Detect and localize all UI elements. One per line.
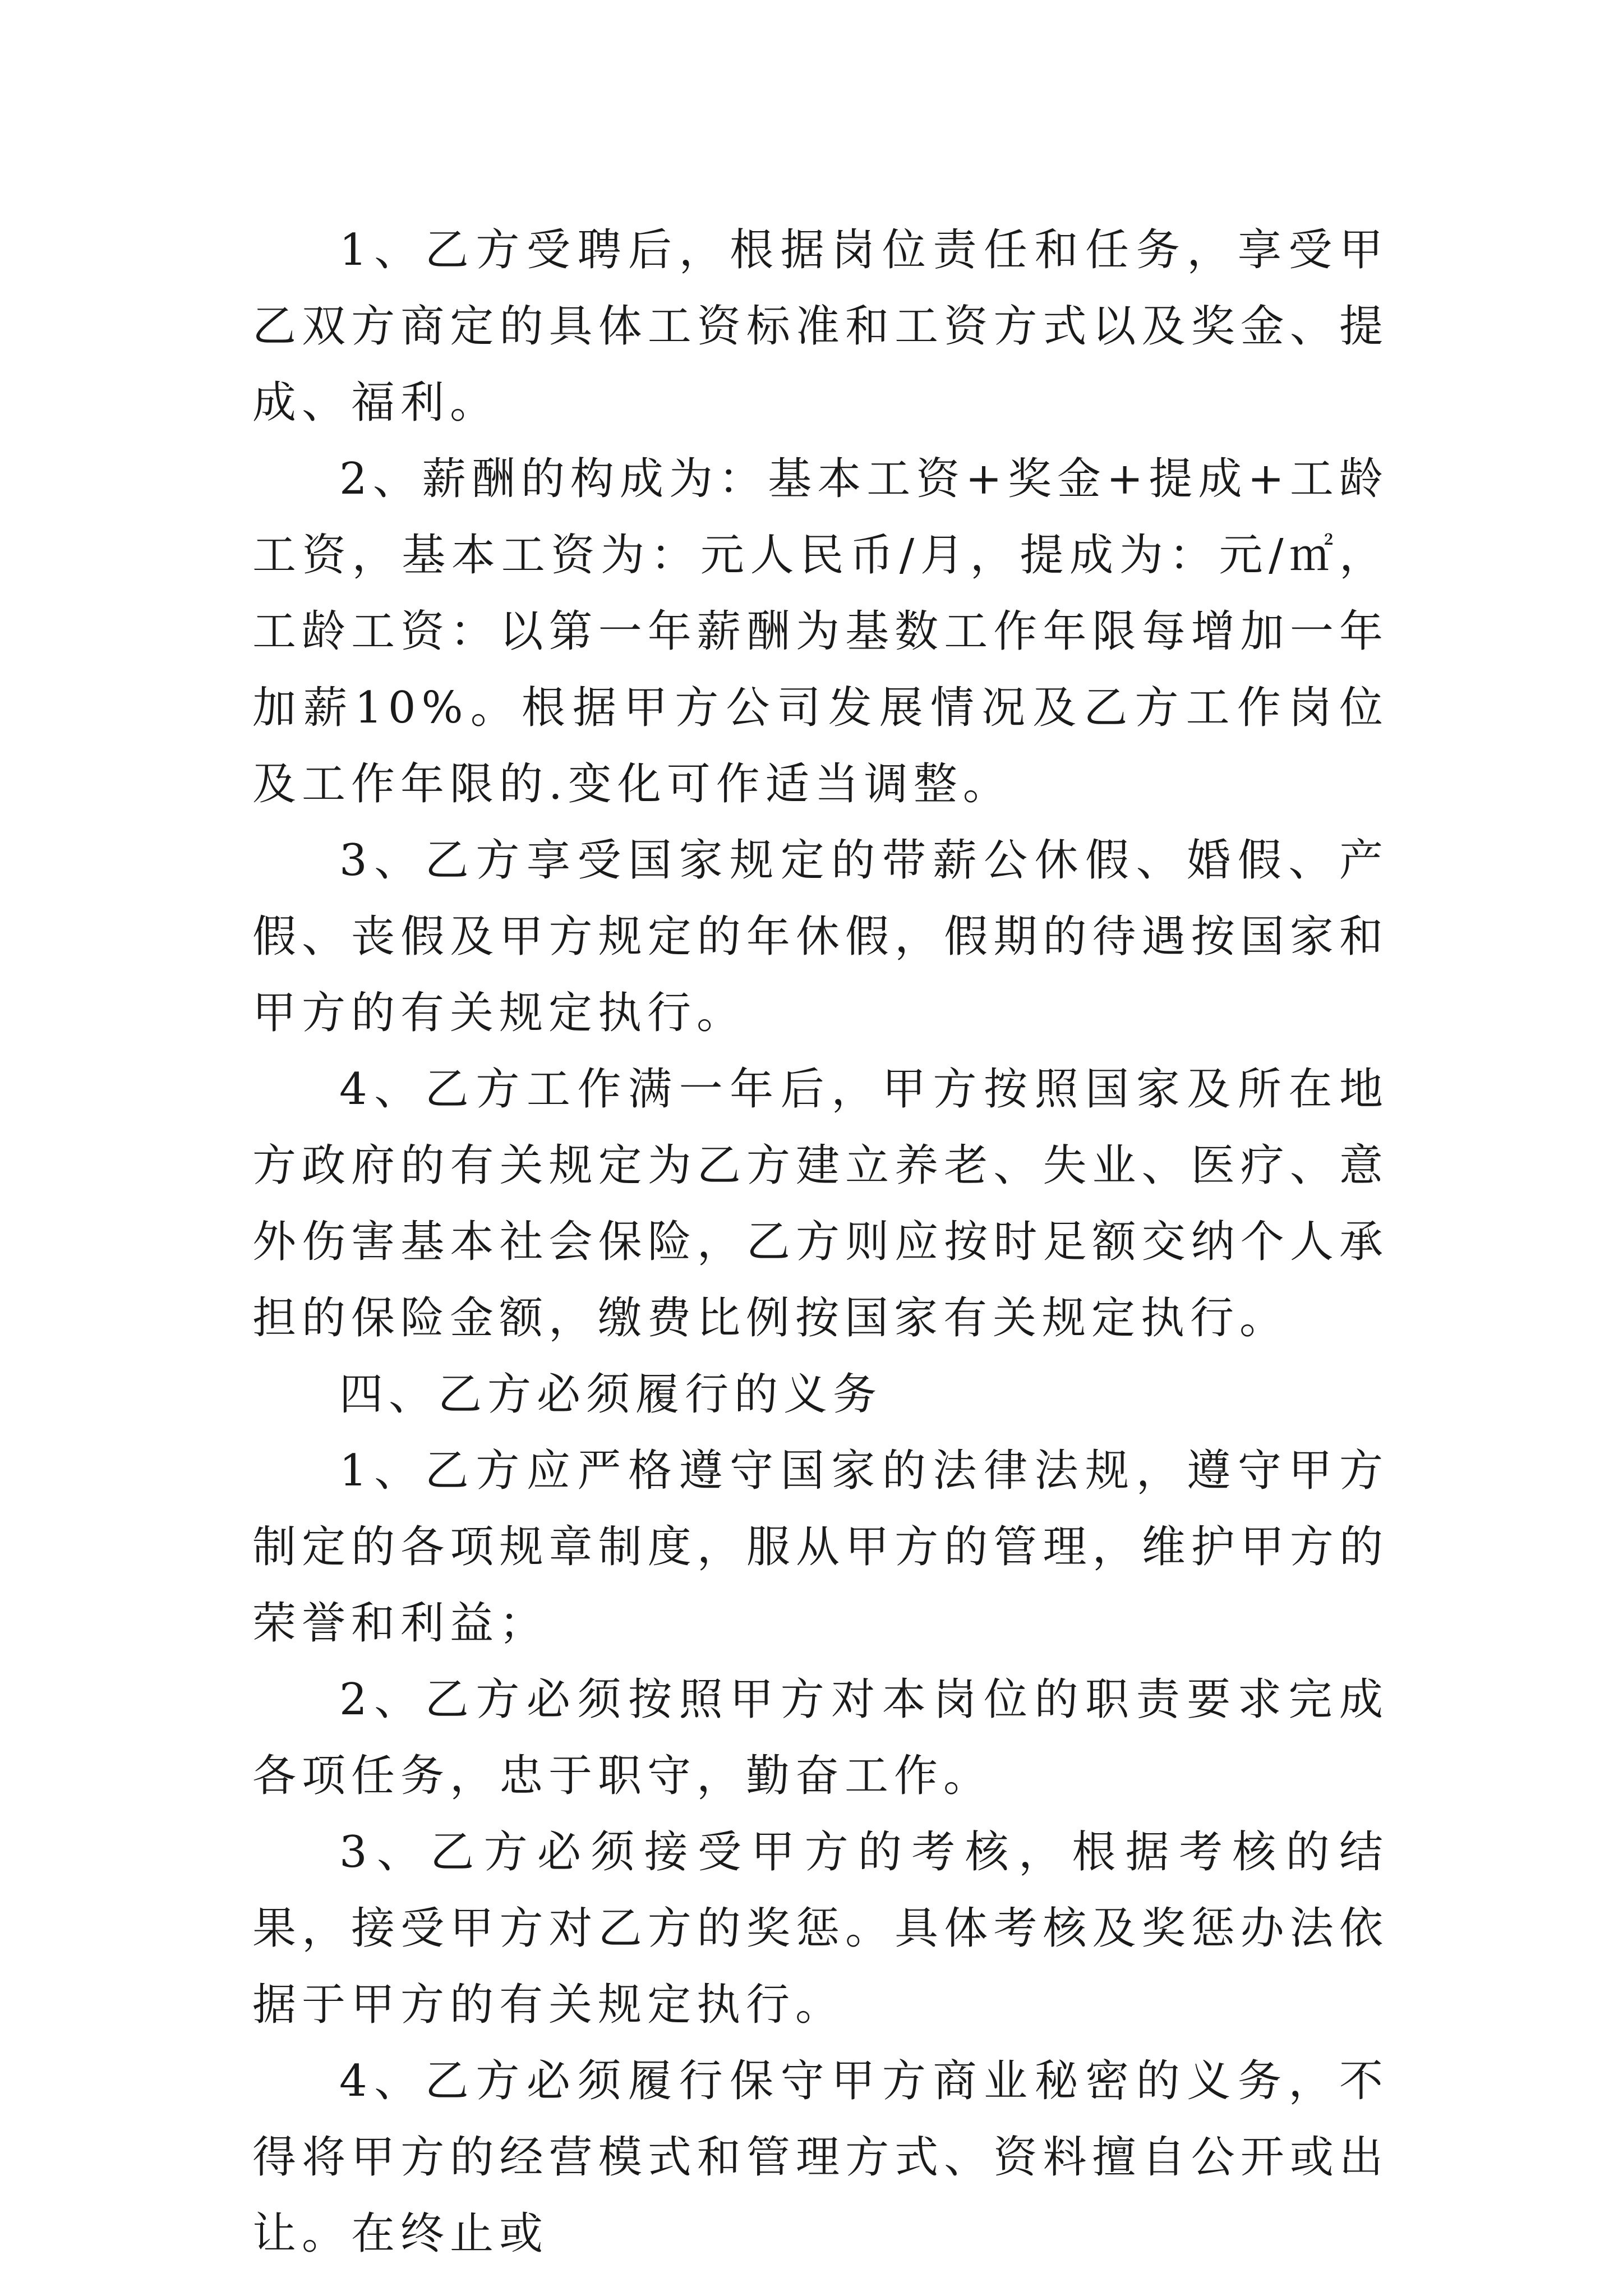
paragraph-salary-composition: 2、薪酬的构成为：基本工资+奖金+提成+工龄工资，基本工资为：元人民币/月，提成为：元/㎡，工龄工资：以第一年薪酬为基数工作年限每增加一年加薪10%。根据甲方公司发展情况及乙方工作岗位及工作年限的.变化可作适当调整。 bbox=[252, 454, 1389, 809]
paragraph-obey-rules: 1、乙方应严格遵守国家的法律法规，遵守甲方制定的各项规章制度，服从甲方的管理，维护甲方的荣誉和利益； bbox=[252, 1446, 1389, 1649]
paragraph-salary-standard: 1、乙方受聘后，根据岗位责任和任务，享受甲乙双方商定的具体工资标准和工资方式以及奖金、提成、福利。 bbox=[252, 225, 1389, 428]
section-heading-obligations: 四、乙方必须履行的义务 bbox=[339, 1369, 883, 1420]
paragraph-assessment: 3、乙方必须接受甲方的考核，根据考核的结果，接受甲方对乙方的奖惩。具体考核及奖惩办法依据于甲方的有关规定执行。 bbox=[252, 1827, 1389, 2030]
paragraph-job-duties: 2、乙方必须按照甲方对本岗位的职责要求完成各项任务，忠于职守，勤奋工作。 bbox=[252, 1674, 1389, 1801]
paragraph-social-insurance: 4、乙方工作满一年后，甲方按照国家及所在地方政府的有关规定为乙方建立养老、失业、医疗、意外伤害基本社会保险，乙方则应按时足额交纳个人承担的保险金额，缴费比例按国家有关规定执行。 bbox=[252, 1064, 1389, 1343]
document-body bbox=[252, 212, 1389, 2272]
paragraph-confidentiality: 4、乙方必须履行保守甲方商业秘密的义务，不得将甲方的经营模式和管理方式、资料擅自公开或出让。在终止或 bbox=[252, 2056, 1389, 2259]
paragraph-paid-leave: 3、乙方享受国家规定的带薪公休假、婚假、产假、丧假及甲方规定的年休假，假期的待遇按国家和甲方的有关规定执行。 bbox=[252, 835, 1389, 1038]
